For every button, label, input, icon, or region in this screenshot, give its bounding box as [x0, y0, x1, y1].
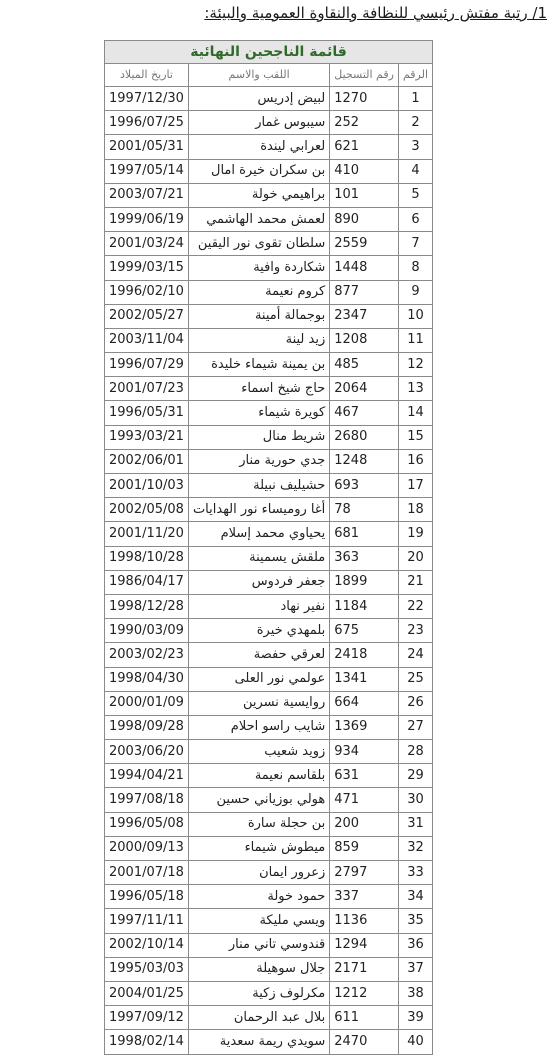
- table-row: [105, 328, 433, 352]
- table-row: [105, 474, 433, 498]
- birthdate-cell: 1997/09/12: [105, 1006, 189, 1030]
- table-row: [105, 1006, 433, 1030]
- table-body: [105, 87, 433, 1055]
- rank-cell: 14: [398, 401, 432, 425]
- rank-cell: 27: [398, 715, 432, 739]
- table-row: [105, 619, 433, 643]
- birthdate-cell: 1997/05/14: [105, 159, 189, 183]
- table-row: [105, 643, 433, 667]
- rank-cell: 19: [398, 522, 432, 546]
- registration-cell: 1899: [330, 570, 399, 594]
- column-header-rank: الرقم: [398, 64, 432, 87]
- registration-cell: 2680: [330, 425, 399, 449]
- table-row: [105, 715, 433, 739]
- birthdate-cell: 2001/07/18: [105, 861, 189, 885]
- name-cell: لعرقي حفصة: [188, 643, 329, 667]
- rank-cell: 6: [398, 207, 432, 231]
- rank-cell: 28: [398, 740, 432, 764]
- birthdate-cell: 2000/01/09: [105, 691, 189, 715]
- registration-cell: 78: [330, 498, 399, 522]
- table-row: [105, 957, 433, 981]
- rank-cell: 2: [398, 111, 432, 135]
- table-row: [105, 522, 433, 546]
- name-cell: بوجمالة أمينة: [188, 304, 329, 328]
- rank-cell: 18: [398, 498, 432, 522]
- registration-cell: 1294: [330, 933, 399, 957]
- name-cell: مكرلوف زكية: [188, 981, 329, 1005]
- registration-cell: 2171: [330, 957, 399, 981]
- birthdate-cell: 1993/03/21: [105, 425, 189, 449]
- name-cell: بن حجلة سارة: [188, 812, 329, 836]
- name-cell: روايسية نسرين: [188, 691, 329, 715]
- table-row: [105, 788, 433, 812]
- registration-cell: 693: [330, 474, 399, 498]
- table-row: [105, 981, 433, 1005]
- table-row: [105, 353, 433, 377]
- birthdate-cell: 1994/04/21: [105, 764, 189, 788]
- table-row: [105, 304, 433, 328]
- name-cell: حاج شيخ اسماء: [188, 377, 329, 401]
- birthdate-cell: 2002/06/01: [105, 449, 189, 473]
- registration-cell: 611: [330, 1006, 399, 1030]
- rank-cell: 29: [398, 764, 432, 788]
- name-cell: هولي بوزياني حسين: [188, 788, 329, 812]
- table-row: [105, 933, 433, 957]
- name-cell: شريط منال: [188, 425, 329, 449]
- registration-cell: 664: [330, 691, 399, 715]
- birthdate-cell: 1999/06/19: [105, 207, 189, 231]
- table-row: [105, 546, 433, 570]
- rank-cell: 1: [398, 87, 432, 111]
- rank-cell: 15: [398, 425, 432, 449]
- table-title-row: [105, 41, 433, 64]
- table-row: [105, 764, 433, 788]
- birthdate-cell: 2000/09/13: [105, 836, 189, 860]
- birthdate-cell: 2004/01/25: [105, 981, 189, 1005]
- birthdate-cell: 1997/11/11: [105, 909, 189, 933]
- birthdate-cell: 1998/10/28: [105, 546, 189, 570]
- table-header-row: [105, 64, 433, 87]
- column-header-name: اللقب والاسم: [188, 64, 329, 87]
- name-cell: قندوسي تاني منار: [188, 933, 329, 957]
- table-row: [105, 135, 433, 159]
- birthdate-cell: 1996/05/18: [105, 885, 189, 909]
- table-row: [105, 1030, 433, 1054]
- rank-cell: 8: [398, 256, 432, 280]
- registration-cell: 252: [330, 111, 399, 135]
- birthdate-cell: 1999/03/15: [105, 256, 189, 280]
- birthdate-cell: 2002/10/14: [105, 933, 189, 957]
- rank-cell: 39: [398, 1006, 432, 1030]
- table-row: [105, 909, 433, 933]
- name-cell: نفير نهاد: [188, 594, 329, 618]
- rank-cell: 23: [398, 619, 432, 643]
- registration-cell: 2064: [330, 377, 399, 401]
- rank-cell: 11: [398, 328, 432, 352]
- registration-cell: 1369: [330, 715, 399, 739]
- name-cell: بلمهدي خيرة: [188, 619, 329, 643]
- registration-cell: 890: [330, 207, 399, 231]
- rank-cell: 38: [398, 981, 432, 1005]
- name-cell: سويدي ريمة سعدية: [188, 1030, 329, 1054]
- table-row: [105, 207, 433, 231]
- birthdate-cell: 2001/07/23: [105, 377, 189, 401]
- table-row: [105, 861, 433, 885]
- name-cell: ملقش يسمينة: [188, 546, 329, 570]
- name-cell: لعمش محمد الهاشمي: [188, 207, 329, 231]
- rank-cell: 5: [398, 183, 432, 207]
- rank-cell: 4: [398, 159, 432, 183]
- table-row: [105, 885, 433, 909]
- birthdate-cell: 2003/11/04: [105, 328, 189, 352]
- table-row: [105, 256, 433, 280]
- birthdate-cell: 1998/12/28: [105, 594, 189, 618]
- table-row: [105, 498, 433, 522]
- name-cell: ويسي مليكة: [188, 909, 329, 933]
- rank-cell: 21: [398, 570, 432, 594]
- birthdate-cell: 1990/03/09: [105, 619, 189, 643]
- birthdate-cell: 2001/03/24: [105, 232, 189, 256]
- name-cell: سلطان تقوى نور اليقين: [188, 232, 329, 256]
- name-cell: بن سكران خيرة امال: [188, 159, 329, 183]
- table-row: [105, 691, 433, 715]
- table-row: [105, 87, 433, 111]
- rank-cell: 7: [398, 232, 432, 256]
- birthdate-cell: 1998/02/14: [105, 1030, 189, 1054]
- birthdate-cell: 1996/07/29: [105, 353, 189, 377]
- birthdate-cell: 1986/04/17: [105, 570, 189, 594]
- registration-cell: 467: [330, 401, 399, 425]
- rank-cell: 9: [398, 280, 432, 304]
- rank-cell: 32: [398, 836, 432, 860]
- rank-cell: 34: [398, 885, 432, 909]
- registration-cell: 934: [330, 740, 399, 764]
- name-cell: بلال عبد الرحمان: [188, 1006, 329, 1030]
- name-cell: جدي حورية منار: [188, 449, 329, 473]
- name-cell: بن يمينة شيماء خليدة: [188, 353, 329, 377]
- name-cell: زويد شعيب: [188, 740, 329, 764]
- column-header-registration: رقم التسجيل: [330, 64, 399, 87]
- name-cell: جلال سوهيلة: [188, 957, 329, 981]
- registration-cell: 1341: [330, 667, 399, 691]
- table-row: [105, 232, 433, 256]
- birthdate-cell: 1997/08/18: [105, 788, 189, 812]
- table-row: [105, 667, 433, 691]
- birthdate-cell: 2002/05/08: [105, 498, 189, 522]
- registration-cell: 1448: [330, 256, 399, 280]
- name-cell: براهيمي خولة: [188, 183, 329, 207]
- name-cell: حمود خولة: [188, 885, 329, 909]
- rank-cell: 40: [398, 1030, 432, 1054]
- birthdate-cell: 1995/03/03: [105, 957, 189, 981]
- results-table: [104, 40, 433, 1055]
- name-cell: زيد لينة: [188, 328, 329, 352]
- name-cell: حشيليف نبيلة: [188, 474, 329, 498]
- registration-cell: 877: [330, 280, 399, 304]
- birthdate-cell: 2002/05/27: [105, 304, 189, 328]
- registration-cell: 200: [330, 812, 399, 836]
- registration-cell: 2347: [330, 304, 399, 328]
- rank-cell: 3: [398, 135, 432, 159]
- name-cell: لعرابي ليندة: [188, 135, 329, 159]
- birthdate-cell: 1996/07/25: [105, 111, 189, 135]
- registration-cell: 2797: [330, 861, 399, 885]
- rank-cell: 30: [398, 788, 432, 812]
- name-cell: شكاردة وافية: [188, 256, 329, 280]
- name-cell: جعفر فردوس: [188, 570, 329, 594]
- birthdate-cell: 1998/04/30: [105, 667, 189, 691]
- rank-cell: 24: [398, 643, 432, 667]
- table-row: [105, 740, 433, 764]
- registration-cell: 410: [330, 159, 399, 183]
- registration-cell: 101: [330, 183, 399, 207]
- registration-cell: 2470: [330, 1030, 399, 1054]
- name-cell: شايب راسو احلام: [188, 715, 329, 739]
- name-cell: كروم نعيمة: [188, 280, 329, 304]
- column-header-birthdate: تاريخ الميلاد: [105, 64, 189, 87]
- rank-cell: 37: [398, 957, 432, 981]
- name-cell: أغا روميساء نور الهدايات: [188, 498, 329, 522]
- registration-cell: 2559: [330, 232, 399, 256]
- rank-cell: 26: [398, 691, 432, 715]
- registration-cell: 675: [330, 619, 399, 643]
- birthdate-cell: 2001/10/03: [105, 474, 189, 498]
- registration-cell: 2418: [330, 643, 399, 667]
- rank-cell: 10: [398, 304, 432, 328]
- table-row: [105, 111, 433, 135]
- registration-cell: 337: [330, 885, 399, 909]
- registration-cell: 1208: [330, 328, 399, 352]
- birthdate-cell: 2001/11/20: [105, 522, 189, 546]
- rank-cell: 35: [398, 909, 432, 933]
- name-cell: يحياوي محمد إسلام: [188, 522, 329, 546]
- name-cell: كويرة شيماء: [188, 401, 329, 425]
- registration-cell: 1184: [330, 594, 399, 618]
- table-title: قائمة الناجحين النهائية: [105, 41, 433, 64]
- registration-cell: 485: [330, 353, 399, 377]
- registration-cell: 363: [330, 546, 399, 570]
- table-row: [105, 183, 433, 207]
- rank-cell: 36: [398, 933, 432, 957]
- name-cell: ميطوش شيماء: [188, 836, 329, 860]
- table-row: [105, 280, 433, 304]
- birthdate-cell: 1996/05/31: [105, 401, 189, 425]
- registration-cell: 1136: [330, 909, 399, 933]
- name-cell: بلقاسم نعيمة: [188, 764, 329, 788]
- birthdate-cell: 1996/02/10: [105, 280, 189, 304]
- birthdate-cell: 2003/02/23: [105, 643, 189, 667]
- registration-cell: 859: [330, 836, 399, 860]
- registration-cell: 471: [330, 788, 399, 812]
- birthdate-cell: 2003/06/20: [105, 740, 189, 764]
- name-cell: لبيض إدريس: [188, 87, 329, 111]
- rank-cell: 22: [398, 594, 432, 618]
- birthdate-cell: 2003/07/21: [105, 183, 189, 207]
- rank-cell: 12: [398, 353, 432, 377]
- table-row: [105, 159, 433, 183]
- rank-cell: 13: [398, 377, 432, 401]
- rank-cell: 33: [398, 861, 432, 885]
- section-heading: 1/ رتبة مفتش رئيسي للنظافة والنقاوة العمومية والبيئة:: [204, 4, 547, 22]
- registration-cell: 631: [330, 764, 399, 788]
- name-cell: عولمي نور العلى: [188, 667, 329, 691]
- rank-cell: 16: [398, 449, 432, 473]
- rank-cell: 17: [398, 474, 432, 498]
- registration-cell: 621: [330, 135, 399, 159]
- table-row: [105, 570, 433, 594]
- table-row: [105, 594, 433, 618]
- name-cell: زعرور ايمان: [188, 861, 329, 885]
- table-row: [105, 836, 433, 860]
- birthdate-cell: 2001/05/31: [105, 135, 189, 159]
- table-row: [105, 425, 433, 449]
- registration-cell: 1248: [330, 449, 399, 473]
- table-row: [105, 401, 433, 425]
- table-row: [105, 812, 433, 836]
- registration-cell: 1212: [330, 981, 399, 1005]
- birthdate-cell: 1997/12/30: [105, 87, 189, 111]
- rank-cell: 25: [398, 667, 432, 691]
- birthdate-cell: 1998/09/28: [105, 715, 189, 739]
- birthdate-cell: 1996/05/08: [105, 812, 189, 836]
- table-row: [105, 377, 433, 401]
- table-row: [105, 449, 433, 473]
- rank-cell: 31: [398, 812, 432, 836]
- registration-cell: 1270: [330, 87, 399, 111]
- registration-cell: 681: [330, 522, 399, 546]
- rank-cell: 20: [398, 546, 432, 570]
- name-cell: سيبوس غمار: [188, 111, 329, 135]
